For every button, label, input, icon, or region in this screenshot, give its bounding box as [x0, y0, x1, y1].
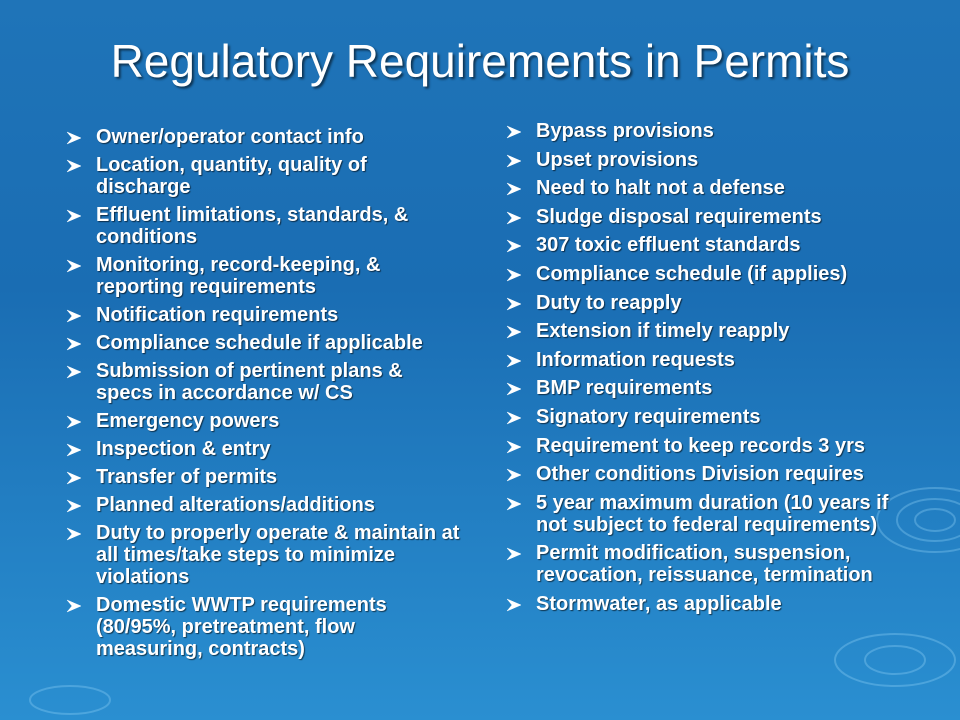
right-bullet-list	[502, 120, 902, 622]
arrowhead-bullet-icon	[506, 268, 522, 282]
bullet-item	[502, 177, 902, 199]
bullet-item	[502, 234, 902, 256]
bullet-item	[62, 154, 462, 198]
bullet-text: Planned alterations/additions	[96, 494, 375, 516]
bullet-text: Stormwater, as applicable	[536, 592, 782, 615]
bullet-item	[502, 149, 902, 171]
bullet-item	[62, 438, 462, 460]
arrowhead-bullet-icon	[506, 297, 522, 311]
slide-title: Regulatory Requirements in Permits	[110, 35, 850, 87]
arrowhead-bullet-icon	[506, 125, 522, 139]
bullet-text: Permit modification, suspension, revocation, reissuance, termination	[536, 542, 873, 587]
arrowhead-bullet-icon	[66, 499, 82, 513]
bullet-item	[502, 377, 902, 399]
arrowhead-bullet-icon	[506, 468, 522, 482]
arrowhead-bullet-icon	[506, 354, 522, 368]
arrowhead-bullet-icon	[506, 440, 522, 454]
bullet-item	[62, 332, 462, 354]
bullet-item	[502, 406, 902, 428]
arrowhead-bullet-icon	[66, 527, 82, 541]
bullet-text: Upset provisions	[536, 148, 699, 171]
arrowhead-bullet-icon	[506, 547, 522, 561]
bullet-text: Signatory requirements	[536, 405, 761, 428]
arrowhead-bullet-icon	[66, 131, 82, 145]
bullet-item	[62, 522, 462, 588]
bullet-item	[502, 542, 902, 586]
bullet-text: Requirement to keep records 3 yrs	[536, 434, 866, 457]
bullet-text: Duty to properly operate & maintain at all times/take steps to minimize violations	[96, 522, 460, 588]
arrowhead-bullet-icon	[66, 159, 82, 173]
bullet-text: Duty to reapply	[536, 291, 682, 314]
bullet-item	[502, 263, 902, 285]
arrowhead-bullet-icon	[506, 497, 522, 511]
bullet-text: Emergency powers	[96, 410, 280, 432]
bullet-item	[502, 120, 902, 142]
arrowhead-bullet-icon	[66, 599, 82, 613]
bullet-text: Extension if timely reapply	[536, 320, 790, 343]
arrowhead-bullet-icon	[66, 209, 82, 223]
bullet-item	[62, 494, 462, 516]
bullet-text: 307 toxic effluent standards	[536, 234, 801, 257]
bullet-item	[62, 304, 462, 326]
bullet-item	[62, 466, 462, 488]
arrowhead-bullet-icon	[506, 154, 522, 168]
arrowhead-bullet-icon	[506, 382, 522, 396]
left-bullet-list	[62, 126, 462, 666]
bullet-text: Bypass provisions	[536, 120, 714, 142]
bullet-item	[62, 410, 462, 432]
bullet-text: Domestic WWTP requirements (80/95%, pretreatment, flow measuring, contracts)	[96, 594, 387, 660]
bullet-text: Notification requirements	[96, 304, 339, 326]
bullet-text: Owner/operator contact info	[96, 126, 364, 148]
arrowhead-bullet-icon	[66, 415, 82, 429]
arrowhead-bullet-icon	[66, 309, 82, 323]
bullet-item	[62, 126, 462, 148]
bullet-item	[502, 292, 902, 314]
bullet-item	[502, 463, 902, 485]
bullet-item	[62, 204, 462, 248]
arrowhead-bullet-icon	[66, 365, 82, 379]
arrowhead-bullet-icon	[506, 239, 522, 253]
arrowhead-bullet-icon	[66, 471, 82, 485]
bullet-text: Information requests	[536, 348, 735, 371]
bullet-item	[62, 360, 462, 404]
bullet-text: Other conditions Division requires	[536, 463, 864, 486]
bullet-item	[502, 320, 902, 342]
arrowhead-bullet-icon	[506, 211, 522, 225]
bullet-text: Compliance schedule if applicable	[96, 332, 423, 354]
bullet-text: Location, quantity, quality of discharge	[96, 154, 367, 198]
bullet-text: Effluent limitations, standards, & conditions	[96, 204, 409, 248]
arrowhead-bullet-icon	[506, 182, 522, 196]
bullet-text: Sludge disposal requirements	[536, 205, 822, 228]
arrowhead-bullet-icon	[66, 337, 82, 351]
bullet-text: Submission of pertinent plans & specs in accordance w/ CS	[96, 360, 403, 404]
bullet-item	[502, 435, 902, 457]
bullet-text: Transfer of permits	[96, 466, 278, 488]
bullet-item	[502, 492, 902, 536]
arrowhead-bullet-icon	[506, 325, 522, 339]
bullet-text: 5 year maximum duration (10 years if not subject to federal requirements)	[536, 491, 889, 536]
bullet-text: Compliance schedule (if applies)	[536, 262, 848, 285]
bullet-item	[62, 254, 462, 298]
bullet-item	[502, 349, 902, 371]
arrowhead-bullet-icon	[66, 259, 82, 273]
bullet-item	[62, 594, 462, 660]
bullet-item	[502, 593, 902, 615]
arrowhead-bullet-icon	[66, 443, 82, 457]
arrowhead-bullet-icon	[506, 411, 522, 425]
bullet-text: BMP requirements	[536, 377, 713, 400]
bullet-text: Need to halt not a defense	[536, 177, 785, 200]
bullet-item	[502, 206, 902, 228]
bullet-text: Inspection & entry	[96, 438, 271, 460]
bullet-text: Monitoring, record-keeping, & reporting requirements	[96, 254, 381, 298]
arrowhead-bullet-icon	[506, 598, 522, 612]
